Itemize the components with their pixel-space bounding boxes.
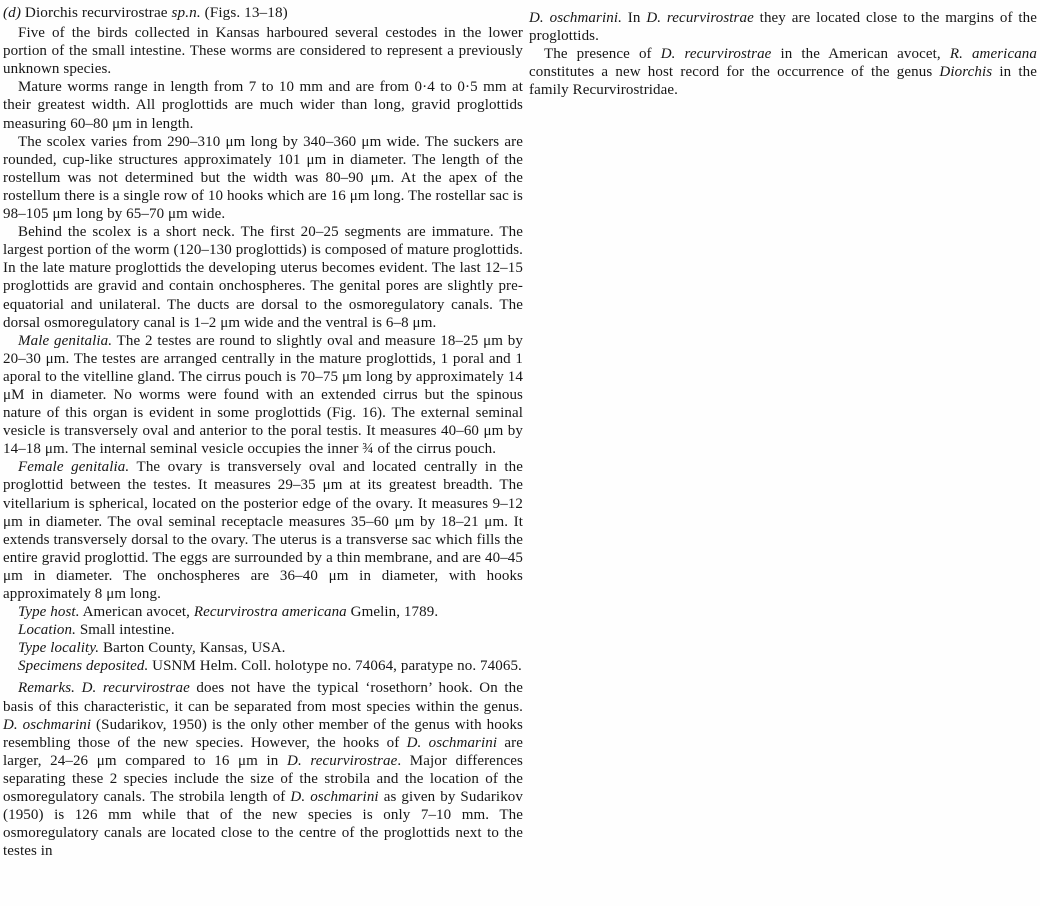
text-run: USNM Helm. Coll. holotype no. 74064, paratype no. 74065. — [148, 658, 522, 675]
paragraph-intro — [3, 24, 523, 78]
text-run: (Figs. 13–18) — [200, 4, 288, 21]
paragraph-type-locality — [3, 639, 523, 657]
text-run: as given by Sudarikov (1950) is 126 mm while that of the new species is only 7–10 mm. The osmoregulatory canals are located close to the centre of the proglottids next to the testes in — [3, 789, 523, 860]
text-run: The presence of — [544, 46, 661, 63]
text-run: (d) — [3, 4, 22, 21]
text-run: Type host. — [18, 604, 80, 621]
text-run: Behind the scolex is a short neck. The first 20–25 segments are immature. The largest portion of the worm (120–130 proglottids) is composed of mature proglottids. In the late mature proglottids the developing uterus becomes evident. The last 12–15 proglottids are gravid and contain onchospheres. The genital pores are slightly pre-equatorial and unilateral. The ducts are dorsal to the osmoregulatory canals. The dorsal osmoregulatory canal is 1–2 μm wide and the ventral is 6–8 μm. — [3, 224, 523, 331]
text-run: The ovary is transversely oval and located centrally in the proglottid between the testes. It measures 29–35 μm at its greatest breadth. The vitellarium is spherical, located on the posterior edge of the ovary. It measures 9–12 μm in diameter. The oval seminal receptacle measures 35–60 μm by 18–21 μm. It extends transversely dorsal to the ovary. The uterus is a transverse sac which fills the entire gravid proglottid. The eggs are surrounded by a thin membrane, and are 40–45 μm in diameter. The onchospheres are 36–40 μm in diameter, with hooks approximately 8 μm long. — [3, 459, 523, 602]
text-run: Location. — [18, 622, 76, 639]
text-run: Diorchis — [939, 64, 993, 81]
text-run: D. recurvirostrae — [646, 10, 754, 26]
paragraph-segments — [3, 223, 523, 332]
text-run: Small intestine. — [76, 622, 175, 639]
text-run: (Sudarikov, 1950) is the only other member of the genus with hooks resembling those of the new species. However, the hooks of — [3, 716, 523, 751]
right-column — [529, 9, 1037, 99]
text-run: D. oschmarini — [290, 789, 379, 806]
text-run: does not have the typical ‘rosethorn’ hook. On the basis of this characteristic, it can be separated from most species within the genus. — [3, 680, 523, 715]
text-run: Five of the birds collected in Kansas harboured several cestodes in the lower portion of the small intestine. These worms are considered to represent a previously unknown species. — [3, 25, 523, 78]
text-run: Specimens deposited. — [18, 658, 149, 675]
text-run: Recurvirostra americana — [193, 604, 347, 621]
text-run: D. recurvirostrae — [81, 680, 190, 697]
text-run: constitutes a new host record for the occurrence of the genus — [529, 64, 940, 81]
text-run: The scolex varies from 290–310 μm long by 340–360 μm wide. The suckers are rounded, cup-like structures approximately 101 μm in diameter. The length of the rostellum was not determined but the width was 80–90 μm. At the apex of the rostellum there is a single row of 10 hooks which are 16 μm long. The rostellar sac is 98–105 μm long by 65–70 μm wide. — [3, 133, 523, 223]
section-heading — [3, 4, 523, 22]
paragraph-remarks — [3, 679, 523, 860]
text-run: Type locality. — [18, 640, 100, 657]
paragraph-specimens — [3, 657, 523, 675]
text-run: Male genitalia. — [18, 332, 113, 349]
text-run: Diorchis recurvirostrae — [21, 4, 172, 21]
text-run: sp.n. — [171, 4, 201, 21]
text-run: Female genitalia. — [18, 459, 130, 476]
left-column — [3, 4, 523, 860]
text-run: Mature worms range in length from 7 to 10 mm and are from 0·4 to 0·5 mm at their greatest width. All proglottids are much wider than long, gravid proglottids measuring 60–80 μm in length. — [3, 79, 523, 132]
text-run: Remarks. — [18, 680, 76, 697]
text-run: Barton County, Kansas, USA. — [99, 640, 286, 657]
paragraph-male-genitalia — [3, 332, 523, 459]
paragraph-new-host-record — [529, 45, 1037, 99]
paragraph-female-genitalia — [3, 458, 523, 603]
text-run: R. americana — [949, 46, 1038, 63]
text-run: are larger, 24–26 μm compared to 16 μm in — [3, 734, 524, 769]
paragraph-type-host — [3, 603, 523, 621]
text-run: In — [621, 10, 647, 26]
paragraph-scolex — [3, 133, 523, 223]
text-run: they are located close to the margins of the proglottids. — [529, 10, 1037, 45]
text-run: D. oschmarini. — [529, 10, 622, 26]
text-run: The 2 testes are round to slightly oval and measure 18–25 μm by 20–30 μm. The testes are arranged centrally in the mature proglottids, 1 poral and 1 aporal to the vitelline gland. The cirrus pouch is 70–75 μm long by approximately 14 μM in diameter. No worms were found with an extended cirrus but the spinous nature of this organ is evident in some proglottids (Fig. 16). The external seminal vesicle is transversely oval and anterior to the poral testis. It measures 40–60 μm by 14–18 μm. The internal seminal vesicle occupies the inner ¾ of the cirrus pouch. — [3, 332, 523, 458]
text-run: . Major differences separating these 2 species include the size of the strobila and the location of the osmoregulatory canals. The strobila length of — [3, 752, 523, 806]
text-run: in the American avocet, — [771, 46, 950, 63]
paragraph-measurements — [3, 78, 523, 132]
paragraph-remarks-continued — [529, 9, 1037, 45]
text-run: American avocet, — [79, 604, 194, 621]
text-run: D. oschmarini — [406, 734, 498, 751]
text-run: Gmelin, 1789. — [346, 604, 439, 621]
text-run: D. recurvirostrae — [287, 752, 398, 769]
paragraph-location — [3, 621, 523, 639]
text-run: in the family Recurvirostridae. — [529, 64, 1037, 99]
text-run: D. recurvirostrae — [660, 46, 772, 63]
text-run: D. oschmarini — [3, 716, 92, 733]
